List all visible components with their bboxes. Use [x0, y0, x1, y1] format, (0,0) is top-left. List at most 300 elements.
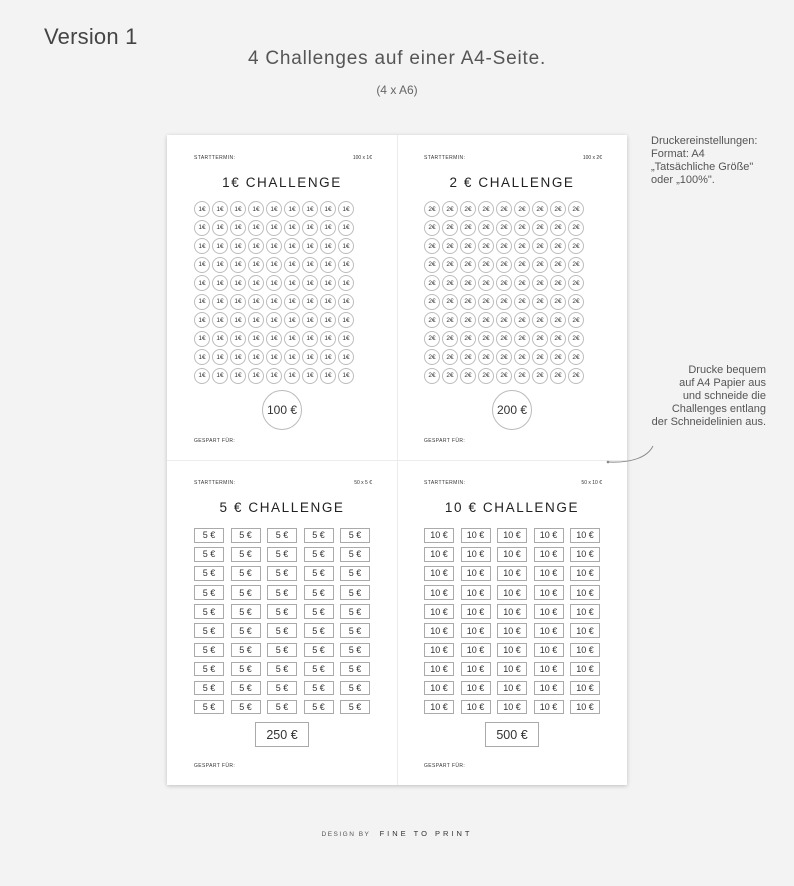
- box-cell: 10 €: [534, 643, 564, 658]
- box-cell: 10 €: [461, 566, 491, 581]
- coin-cell: 1€: [212, 294, 228, 310]
- box-cell: 5 €: [194, 528, 224, 543]
- box-cell: 10 €: [497, 681, 527, 696]
- box-cell: 5 €: [194, 700, 224, 715]
- box-cell: 5 €: [267, 643, 297, 658]
- coin-cell: 1€: [212, 331, 228, 347]
- box-cell: 10 €: [424, 604, 454, 619]
- coin-cell: 2€: [442, 294, 458, 310]
- coin-cell: 1€: [248, 238, 264, 254]
- challenge-title: 2 € CHALLENGE: [449, 175, 575, 190]
- coin-cell: 1€: [194, 349, 210, 365]
- coin-cell: 2€: [478, 349, 494, 365]
- coin-cell: 1€: [284, 201, 300, 217]
- coin-cell: 1€: [230, 294, 246, 310]
- coin-cell: 1€: [230, 312, 246, 328]
- coin-cell: 1€: [194, 331, 210, 347]
- box-cell: 10 €: [570, 585, 600, 600]
- coin-cell: 2€: [460, 275, 476, 291]
- box-cell: 5 €: [194, 643, 224, 658]
- coin-cell: 1€: [266, 294, 282, 310]
- page-headline: 4 Challenges auf einer A4-Seite.: [247, 48, 547, 69]
- coin-cell: 1€: [194, 368, 210, 384]
- coin-cell: 1€: [302, 238, 318, 254]
- coin-cell: 1€: [320, 238, 336, 254]
- coin-cell: 2€: [496, 220, 512, 236]
- coin-cell: 2€: [442, 257, 458, 273]
- box-cell: 5 €: [194, 547, 224, 562]
- coin-cell: 1€: [338, 275, 354, 291]
- box-cell: 5 €: [340, 662, 370, 677]
- box-cell: 5 €: [340, 528, 370, 543]
- coin-cell: 2€: [496, 201, 512, 217]
- box-cell: 5 €: [194, 585, 224, 600]
- coin-cell: 2€: [568, 220, 584, 236]
- page-subline: (4 x A6): [376, 83, 418, 97]
- coin-cell: 1€: [266, 275, 282, 291]
- saved-for-label: GESPART FÜR:: [424, 438, 466, 444]
- coin-cell: 1€: [320, 201, 336, 217]
- design-by-label: DESIGN BY: [321, 831, 371, 838]
- coin-cell: 1€: [248, 275, 264, 291]
- coin-cell: 1€: [338, 201, 354, 217]
- challenge-title: 10 € CHALLENGE: [444, 500, 580, 515]
- total-amount: 100 €: [262, 390, 302, 430]
- coin-cell: 1€: [284, 220, 300, 236]
- coin-cell: 1€: [194, 275, 210, 291]
- note-line: Druckereinstellungen:: [651, 135, 758, 147]
- coin-cell: 2€: [424, 312, 440, 328]
- coin-cell: 1€: [194, 294, 210, 310]
- start-date-label: STARTTERMIN:: [194, 480, 236, 486]
- start-date-label: STARTTERMIN:: [424, 155, 466, 161]
- box-cell: 10 €: [424, 528, 454, 543]
- coin-cell: 2€: [496, 275, 512, 291]
- box-cell: 5 €: [231, 604, 261, 619]
- box-cell: 5 €: [267, 623, 297, 638]
- saved-for-label: GESPART FÜR:: [194, 438, 236, 444]
- box-cell: 10 €: [461, 681, 491, 696]
- coin-cell: 2€: [532, 368, 548, 384]
- box-cell: 10 €: [497, 585, 527, 600]
- coin-cell: 2€: [532, 312, 548, 328]
- count-label: 50 x 5 €: [354, 480, 372, 486]
- coin-cell: 2€: [496, 312, 512, 328]
- coin-cell: 1€: [320, 368, 336, 384]
- coin-cell: 2€: [424, 275, 440, 291]
- box-cell: 10 €: [461, 643, 491, 658]
- coin-cell: 2€: [514, 349, 530, 365]
- coin-cell: 1€: [230, 201, 246, 217]
- coin-cell: 2€: [532, 331, 548, 347]
- box-cell: 5 €: [194, 566, 224, 581]
- coin-cell: 1€: [230, 368, 246, 384]
- coin-cell: 1€: [212, 257, 228, 273]
- coin-cell: 1€: [230, 275, 246, 291]
- box-cell: 5 €: [194, 604, 224, 619]
- coin-cell: 2€: [514, 220, 530, 236]
- count-label: 100 x 2€: [582, 155, 602, 161]
- coin-cell: 1€: [248, 331, 264, 347]
- total-amount: 200 €: [492, 390, 532, 430]
- coin-cell: 2€: [568, 257, 584, 273]
- coin-cell: 1€: [338, 220, 354, 236]
- note-line: Challenges entlang: [671, 403, 766, 415]
- coin-cell: 1€: [230, 257, 246, 273]
- box-cell: 5 €: [231, 566, 261, 581]
- coin-cell: 1€: [266, 368, 282, 384]
- start-date-label: STARTTERMIN:: [424, 480, 466, 486]
- coin-cell: 2€: [496, 331, 512, 347]
- note-line: und schneide die: [682, 390, 766, 402]
- coin-cell: 2€: [424, 349, 440, 365]
- coin-cell: 2€: [496, 349, 512, 365]
- box-cell: 5 €: [340, 643, 370, 658]
- coin-cell: 2€: [442, 368, 458, 384]
- coin-cell: 2€: [442, 312, 458, 328]
- note-line: auf A4 Papier aus: [679, 377, 766, 389]
- coin-cell: 2€: [478, 201, 494, 217]
- note-line: der Schneidelinien aus.: [651, 416, 766, 428]
- box-cell: 5 €: [304, 528, 334, 543]
- coin-cell: 1€: [230, 349, 246, 365]
- box-cell: 10 €: [534, 585, 564, 600]
- coin-cell: 2€: [514, 238, 530, 254]
- box-cell: 10 €: [424, 643, 454, 658]
- coin-cell: 2€: [460, 257, 476, 273]
- coin-cell: 2€: [442, 349, 458, 365]
- box-cell: 10 €: [424, 585, 454, 600]
- box-cell: 10 €: [534, 566, 564, 581]
- box-cell: 10 €: [497, 662, 527, 677]
- challenge-title: 5 € CHALLENGE: [219, 500, 345, 515]
- box-cell: 5 €: [231, 623, 261, 638]
- coin-cell: 2€: [496, 257, 512, 273]
- coin-cell: 1€: [248, 312, 264, 328]
- coin-cell: 1€: [230, 220, 246, 236]
- coin-cell: 1€: [248, 294, 264, 310]
- note-line: „Tatsächliche Größe": [651, 161, 754, 173]
- box-cell: 10 €: [424, 623, 454, 638]
- box-cell: 5 €: [231, 528, 261, 543]
- challenge-title: 1€ CHALLENGE: [222, 175, 342, 190]
- coin-cell: 2€: [442, 331, 458, 347]
- coin-cell: 2€: [568, 275, 584, 291]
- coin-cell: 1€: [302, 220, 318, 236]
- coin-cell: 1€: [284, 257, 300, 273]
- box-cell: 10 €: [570, 700, 600, 715]
- box-cell: 10 €: [570, 662, 600, 677]
- coin-cell: 1€: [230, 331, 246, 347]
- coin-cell: 2€: [514, 331, 530, 347]
- coin-cell: 1€: [266, 238, 282, 254]
- coin-cell: 2€: [442, 220, 458, 236]
- coin-cell: 1€: [248, 220, 264, 236]
- box-cell: 5 €: [267, 528, 297, 543]
- box-cell: 5 €: [267, 662, 297, 677]
- box-cell: 10 €: [497, 643, 527, 658]
- coin-cell: 2€: [460, 331, 476, 347]
- coin-cell: 2€: [460, 312, 476, 328]
- coin-cell: 1€: [338, 331, 354, 347]
- box-cell: 10 €: [570, 623, 600, 638]
- box-cell: 10 €: [570, 604, 600, 619]
- box-cell: 10 €: [497, 528, 527, 543]
- coin-cell: 1€: [338, 257, 354, 273]
- coin-cell: 2€: [568, 331, 584, 347]
- coin-cell: 2€: [478, 257, 494, 273]
- coin-cell: 2€: [424, 238, 440, 254]
- coin-cell: 2€: [442, 238, 458, 254]
- coin-cell: 2€: [460, 294, 476, 310]
- coin-cell: 2€: [568, 294, 584, 310]
- coin-cell: 1€: [266, 201, 282, 217]
- coin-cell: 2€: [442, 275, 458, 291]
- box-cell: 10 €: [497, 700, 527, 715]
- coin-cell: 2€: [550, 312, 566, 328]
- box-cell: 10 €: [497, 604, 527, 619]
- coin-cell: 2€: [478, 220, 494, 236]
- box-cell: 5 €: [267, 585, 297, 600]
- box-cell: 10 €: [534, 547, 564, 562]
- box-cell: 5 €: [304, 585, 334, 600]
- coin-cell: 2€: [568, 201, 584, 217]
- coin-cell: 1€: [248, 201, 264, 217]
- coin-cell: 2€: [532, 201, 548, 217]
- coin-cell: 1€: [302, 331, 318, 347]
- coin-cell: 1€: [284, 349, 300, 365]
- box-cell: 5 €: [340, 604, 370, 619]
- coin-cell: 2€: [424, 331, 440, 347]
- coin-cell: 2€: [568, 368, 584, 384]
- coin-cell: 2€: [514, 275, 530, 291]
- box-cell: 10 €: [534, 662, 564, 677]
- box-cell: 10 €: [534, 681, 564, 696]
- box-cell: 5 €: [231, 585, 261, 600]
- box-cell: 5 €: [194, 681, 224, 696]
- coin-cell: 2€: [532, 349, 548, 365]
- box-cell: 5 €: [231, 643, 261, 658]
- coin-cell: 1€: [284, 331, 300, 347]
- coin-cell: 2€: [478, 331, 494, 347]
- coin-cell: 2€: [532, 275, 548, 291]
- coin-cell: 2€: [532, 257, 548, 273]
- box-cell: 5 €: [231, 662, 261, 677]
- coin-cell: 2€: [424, 201, 440, 217]
- coin-cell: 2€: [478, 238, 494, 254]
- box-cell: 5 €: [340, 547, 370, 562]
- box-cell: 5 €: [340, 681, 370, 696]
- coin-cell: 1€: [284, 294, 300, 310]
- coin-cell: 2€: [568, 312, 584, 328]
- box-cell: 5 €: [340, 700, 370, 715]
- box-cell: 10 €: [424, 662, 454, 677]
- box-cell: 10 €: [461, 623, 491, 638]
- coin-cell: 2€: [550, 275, 566, 291]
- box-cell: 5 €: [231, 700, 261, 715]
- coin-cell: 2€: [424, 368, 440, 384]
- coin-cell: 2€: [550, 368, 566, 384]
- box-cell: 5 €: [304, 662, 334, 677]
- box-cell: 10 €: [497, 547, 527, 562]
- coin-cell: 1€: [302, 349, 318, 365]
- coin-cell: 2€: [514, 368, 530, 384]
- version-label: Version 1: [44, 24, 138, 49]
- box-cell: 5 €: [231, 547, 261, 562]
- coin-cell: 1€: [266, 220, 282, 236]
- brand-name: FINE TO PRINT: [379, 829, 473, 838]
- box-cell: 10 €: [497, 566, 527, 581]
- box-cell: 5 €: [267, 566, 297, 581]
- box-cell: 10 €: [424, 566, 454, 581]
- coin-cell: 2€: [532, 220, 548, 236]
- box-cell: 10 €: [461, 700, 491, 715]
- coin-cell: 1€: [320, 275, 336, 291]
- note-line: Drucke bequem: [688, 364, 766, 376]
- note-line: oder „100%".: [651, 174, 715, 186]
- coin-cell: 1€: [212, 312, 228, 328]
- coin-cell: 2€: [550, 238, 566, 254]
- coin-cell: 1€: [212, 238, 228, 254]
- box-cell: 10 €: [534, 604, 564, 619]
- coin-cell: 1€: [194, 201, 210, 217]
- box-cell: 5 €: [231, 681, 261, 696]
- coin-cell: 2€: [514, 257, 530, 273]
- box-cell: 10 €: [570, 566, 600, 581]
- coin-cell: 1€: [248, 368, 264, 384]
- box-cell: 10 €: [570, 528, 600, 543]
- box-cell: 5 €: [304, 566, 334, 581]
- coin-cell: 2€: [550, 331, 566, 347]
- coin-cell: 1€: [194, 257, 210, 273]
- coin-cell: 1€: [230, 238, 246, 254]
- coin-cell: 2€: [532, 294, 548, 310]
- coin-cell: 1€: [302, 312, 318, 328]
- box-cell: 5 €: [304, 604, 334, 619]
- coin-cell: 1€: [194, 238, 210, 254]
- coin-cell: 1€: [212, 275, 228, 291]
- coin-cell: 2€: [478, 368, 494, 384]
- coin-cell: 2€: [550, 220, 566, 236]
- coin-cell: 2€: [460, 349, 476, 365]
- coin-cell: 1€: [194, 220, 210, 236]
- box-cell: 5 €: [304, 547, 334, 562]
- box-cell: 5 €: [267, 681, 297, 696]
- coin-cell: 2€: [460, 238, 476, 254]
- box-cell: 5 €: [304, 643, 334, 658]
- coin-cell: 2€: [514, 294, 530, 310]
- coin-cell: 1€: [338, 294, 354, 310]
- coin-cell: 2€: [532, 238, 548, 254]
- box-cell: 5 €: [267, 547, 297, 562]
- coin-cell: 2€: [460, 368, 476, 384]
- box-cell: 10 €: [534, 700, 564, 715]
- box-cell: 5 €: [267, 700, 297, 715]
- coin-cell: 1€: [302, 257, 318, 273]
- box-cell: 10 €: [424, 700, 454, 715]
- coin-cell: 1€: [320, 257, 336, 273]
- coin-cell: 1€: [338, 349, 354, 365]
- total-amount: 500 €: [485, 722, 539, 747]
- coin-cell: 1€: [284, 275, 300, 291]
- box-cell: 10 €: [461, 585, 491, 600]
- box-cell: 5 €: [304, 681, 334, 696]
- total-amount: 250 €: [255, 722, 309, 747]
- box-cell: 10 €: [461, 547, 491, 562]
- coin-cell: 2€: [478, 312, 494, 328]
- coin-cell: 2€: [568, 349, 584, 365]
- coin-cell: 2€: [550, 294, 566, 310]
- coin-cell: 2€: [478, 275, 494, 291]
- coin-cell: 2€: [514, 201, 530, 217]
- count-label: 100 x 1€: [352, 155, 372, 161]
- coin-cell: 2€: [550, 257, 566, 273]
- coin-cell: 1€: [320, 220, 336, 236]
- coin-cell: 1€: [320, 331, 336, 347]
- box-cell: 10 €: [424, 547, 454, 562]
- coin-cell: 2€: [442, 201, 458, 217]
- coin-cell: 1€: [266, 312, 282, 328]
- coin-cell: 1€: [212, 201, 228, 217]
- coin-cell: 2€: [514, 312, 530, 328]
- coin-cell: 2€: [550, 201, 566, 217]
- coin-cell: 2€: [550, 349, 566, 365]
- coin-cell: 1€: [284, 368, 300, 384]
- box-cell: 10 €: [534, 528, 564, 543]
- coin-cell: 1€: [266, 349, 282, 365]
- box-cell: 5 €: [340, 566, 370, 581]
- box-cell: 10 €: [534, 623, 564, 638]
- coin-cell: 2€: [424, 294, 440, 310]
- coin-cell: 1€: [320, 349, 336, 365]
- coin-cell: 1€: [266, 331, 282, 347]
- coin-cell: 1€: [338, 238, 354, 254]
- coin-cell: 1€: [266, 257, 282, 273]
- note-line: Format: A4: [651, 148, 705, 160]
- coin-cell: 1€: [302, 201, 318, 217]
- saved-for-label: GESPART FÜR:: [424, 763, 466, 769]
- coin-cell: 1€: [194, 312, 210, 328]
- coin-cell: 1€: [212, 220, 228, 236]
- coin-cell: 1€: [320, 294, 336, 310]
- saved-for-label: GESPART FÜR:: [194, 763, 236, 769]
- coin-cell: 1€: [302, 275, 318, 291]
- coin-cell: 2€: [460, 201, 476, 217]
- box-cell: 10 €: [461, 604, 491, 619]
- box-cell: 10 €: [570, 547, 600, 562]
- coin-cell: 1€: [338, 368, 354, 384]
- box-cell: 10 €: [570, 643, 600, 658]
- coin-cell: 2€: [496, 368, 512, 384]
- footer-credit: [0, 829, 794, 838]
- coin-cell: 1€: [248, 349, 264, 365]
- coin-cell: 2€: [424, 220, 440, 236]
- coin-cell: 1€: [320, 312, 336, 328]
- coin-cell: 1€: [302, 368, 318, 384]
- coin-cell: 1€: [284, 312, 300, 328]
- coin-cell: 1€: [248, 257, 264, 273]
- coin-cell: 2€: [478, 294, 494, 310]
- box-cell: 10 €: [570, 681, 600, 696]
- start-date-label: STARTTERMIN:: [194, 155, 236, 161]
- box-cell: 5 €: [304, 700, 334, 715]
- count-label: 50 x 10 €: [581, 480, 602, 486]
- box-cell: 5 €: [194, 623, 224, 638]
- coin-cell: 1€: [284, 238, 300, 254]
- box-cell: 10 €: [461, 528, 491, 543]
- coin-cell: 2€: [568, 238, 584, 254]
- box-cell: 10 €: [424, 681, 454, 696]
